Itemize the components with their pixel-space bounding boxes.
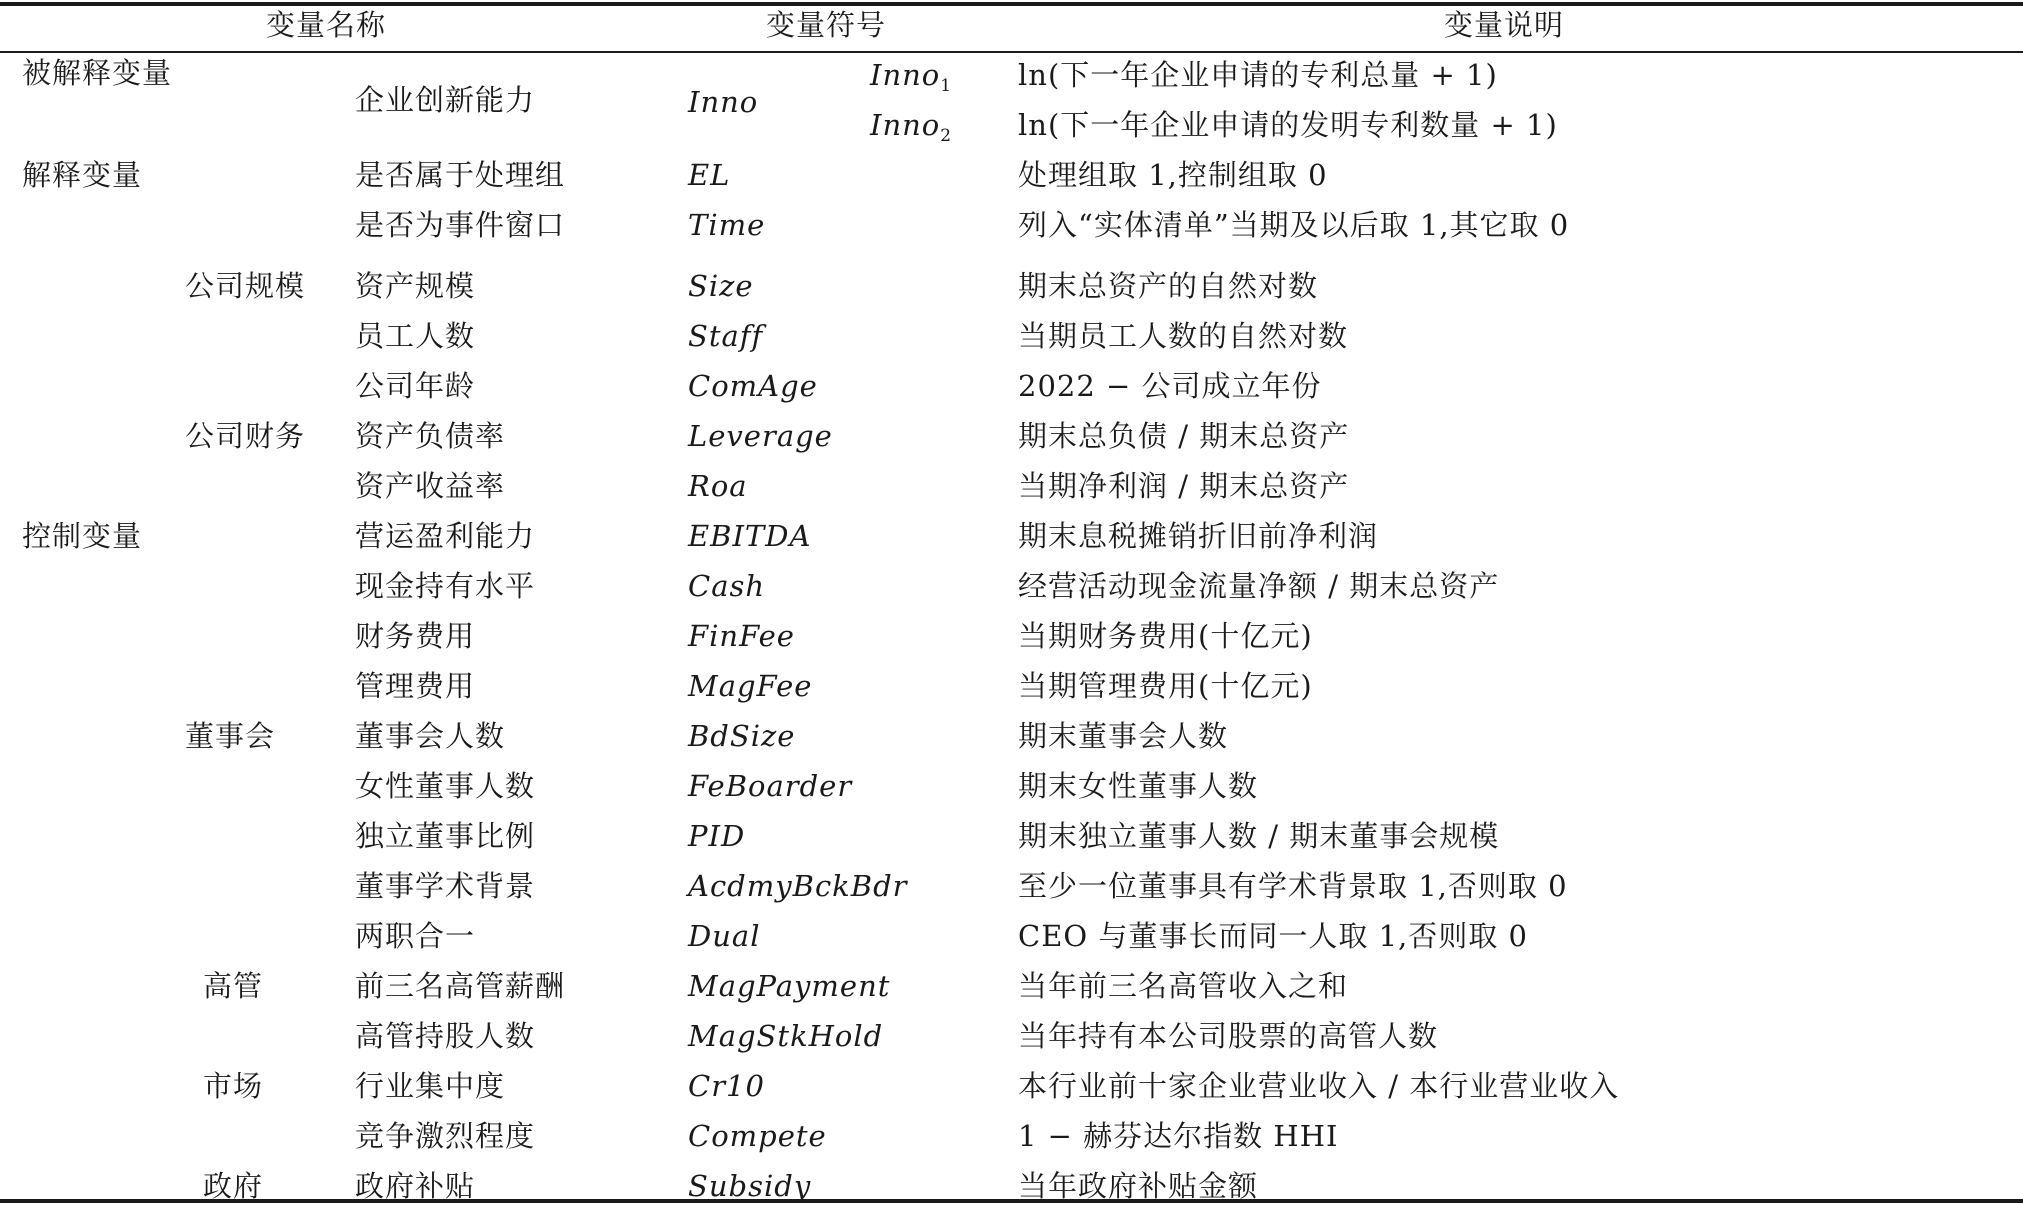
variable-symbol: MagPayment — [688, 969, 891, 1003]
variable-symbol: Roa — [688, 469, 748, 503]
variable-symbol: Cr10 — [688, 1069, 765, 1103]
variable-symbol: Cash — [688, 569, 766, 603]
variable-name: 资产收益率 — [355, 469, 506, 503]
variable-description: 当期财务费用(十亿元) — [1018, 619, 1313, 653]
variable-name: 是否属于处理组 — [355, 158, 566, 192]
variable-name: 竞争激烈程度 — [355, 1119, 536, 1153]
bottom-rule — [0, 1199, 2023, 1203]
variable-name: 资产规模 — [355, 269, 476, 303]
subgroup-label: 董事会 — [185, 719, 276, 753]
variable-symbol: Size — [688, 269, 754, 303]
header-variable-symbol: 变量符号 — [766, 8, 887, 42]
variable-description: 当年政府补贴金额 — [1018, 1169, 1259, 1203]
variable-name: 管理费用 — [355, 669, 476, 703]
subgroup-label: 公司财务 — [185, 419, 306, 453]
variable-symbol: MagFee — [688, 669, 813, 703]
variable-name: 现金持有水平 — [355, 569, 536, 603]
variable-name: 两职合一 — [355, 919, 476, 953]
variable-description: 经营活动现金流量净额 / 期末总资产 — [1018, 569, 1500, 603]
variable-symbol: Compete — [688, 1119, 827, 1153]
variable-name: 财务费用 — [355, 619, 476, 653]
variable-name: 前三名高管薪酬 — [355, 969, 566, 1003]
variable-symbol: FinFee — [688, 619, 795, 653]
variable-name: 营运盈利能力 — [355, 519, 536, 553]
subgroup-label: 高管 — [203, 969, 264, 1003]
variable-description: ln(下一年企业申请的专利总量 + 1) — [1018, 58, 1498, 92]
variable-description: CEO 与董事长而同一人取 1,否则取 0 — [1018, 919, 1528, 953]
subgroup-label: 政府 — [203, 1169, 264, 1203]
variable-name: 董事会人数 — [355, 719, 506, 753]
variable-symbol: BdSize — [688, 719, 796, 753]
variable-name: 独立董事比例 — [355, 819, 536, 853]
variable-name: 公司年龄 — [355, 369, 476, 403]
variable-description: 当期员工人数的自然对数 — [1018, 319, 1349, 353]
variable-symbol: EL — [688, 158, 731, 192]
variable-description: 本行业前十家企业营业收入 / 本行业营业收入 — [1018, 1069, 1620, 1103]
variable-description: 期末总负债 / 期末总资产 — [1018, 419, 1350, 453]
variable-symbol: Leverage — [688, 419, 833, 453]
group-label: 被解释变量 — [22, 56, 173, 90]
variable-symbol: EBITDA — [688, 519, 812, 553]
variable-description: 至少一位董事具有学术背景取 1,否则取 0 — [1018, 869, 1568, 903]
variable-description: 期末独立董事人数 / 期末董事会规模 — [1018, 819, 1500, 853]
variable-name: 女性董事人数 — [355, 769, 536, 803]
header-rule — [0, 51, 2023, 53]
subscript: 2 — [940, 126, 953, 146]
variable-description: 当期管理费用(十亿元) — [1018, 669, 1313, 703]
variable-name: 行业集中度 — [355, 1069, 506, 1103]
variable-symbol: MagStkHold — [688, 1019, 884, 1053]
variable-description: 期末总资产的自然对数 — [1018, 269, 1319, 303]
variable-symbol: Subsidy — [688, 1169, 812, 1203]
variable-description: 期末董事会人数 — [1018, 719, 1229, 753]
variable-name: 企业创新能力 — [355, 83, 536, 117]
group-label: 解释变量 — [22, 158, 143, 192]
variable-symbol: ComAge — [688, 369, 818, 403]
variable-description: ln(下一年企业申请的发明专利数量 + 1) — [1018, 108, 1558, 142]
variable-subsymbol: Inno$_2$ — [870, 108, 953, 146]
variable-description: 当年前三名高管收入之和 — [1018, 969, 1349, 1003]
variable-description: 期末女性董事人数 — [1018, 769, 1259, 803]
header-variable-name: 变量名称 — [266, 8, 387, 42]
variable-description: 期末息税摊销折旧前净利润 — [1018, 519, 1379, 553]
variable-name: 政府补贴 — [355, 1169, 476, 1203]
variable-description: 处理组取 1,控制组取 0 — [1018, 158, 1328, 192]
variable-name: 是否为事件窗口 — [355, 208, 566, 242]
header-variable-description: 变量说明 — [1444, 8, 1565, 42]
variable-description: 列入“实体清单”当期及以后取 1,其它取 0 — [1018, 208, 1570, 242]
variable-name: 员工人数 — [355, 319, 476, 353]
variable-symbol: Staff — [688, 319, 764, 353]
subscript: 1 — [940, 76, 953, 96]
variable-symbol: FeBoarder — [688, 769, 853, 803]
subgroup-label: 公司规模 — [185, 269, 306, 303]
variable-description: 当期净利润 / 期末总资产 — [1018, 469, 1350, 503]
variable-symbol: AcdmyBckBdr — [688, 869, 908, 903]
variable-subsymbol: Inno$_1$ — [870, 58, 953, 96]
subgroup-label: 市场 — [203, 1069, 264, 1103]
variable-name: 董事学术背景 — [355, 869, 536, 903]
variable-symbol: Dual — [688, 919, 761, 953]
variable-symbol: Inno — [688, 85, 759, 119]
group-label: 控制变量 — [22, 519, 143, 553]
variable-symbol: PID — [688, 819, 746, 853]
variable-description: 当年持有本公司股票的高管人数 — [1018, 1019, 1439, 1053]
variable-description: 1 − 赫芬达尔指数 HHI — [1018, 1119, 1339, 1153]
variable-name: 资产负债率 — [355, 419, 506, 453]
variable-symbol: Time — [688, 208, 766, 242]
variable-name: 高管持股人数 — [355, 1019, 536, 1053]
variable-description: 2022 − 公司成立年份 — [1018, 369, 1322, 403]
